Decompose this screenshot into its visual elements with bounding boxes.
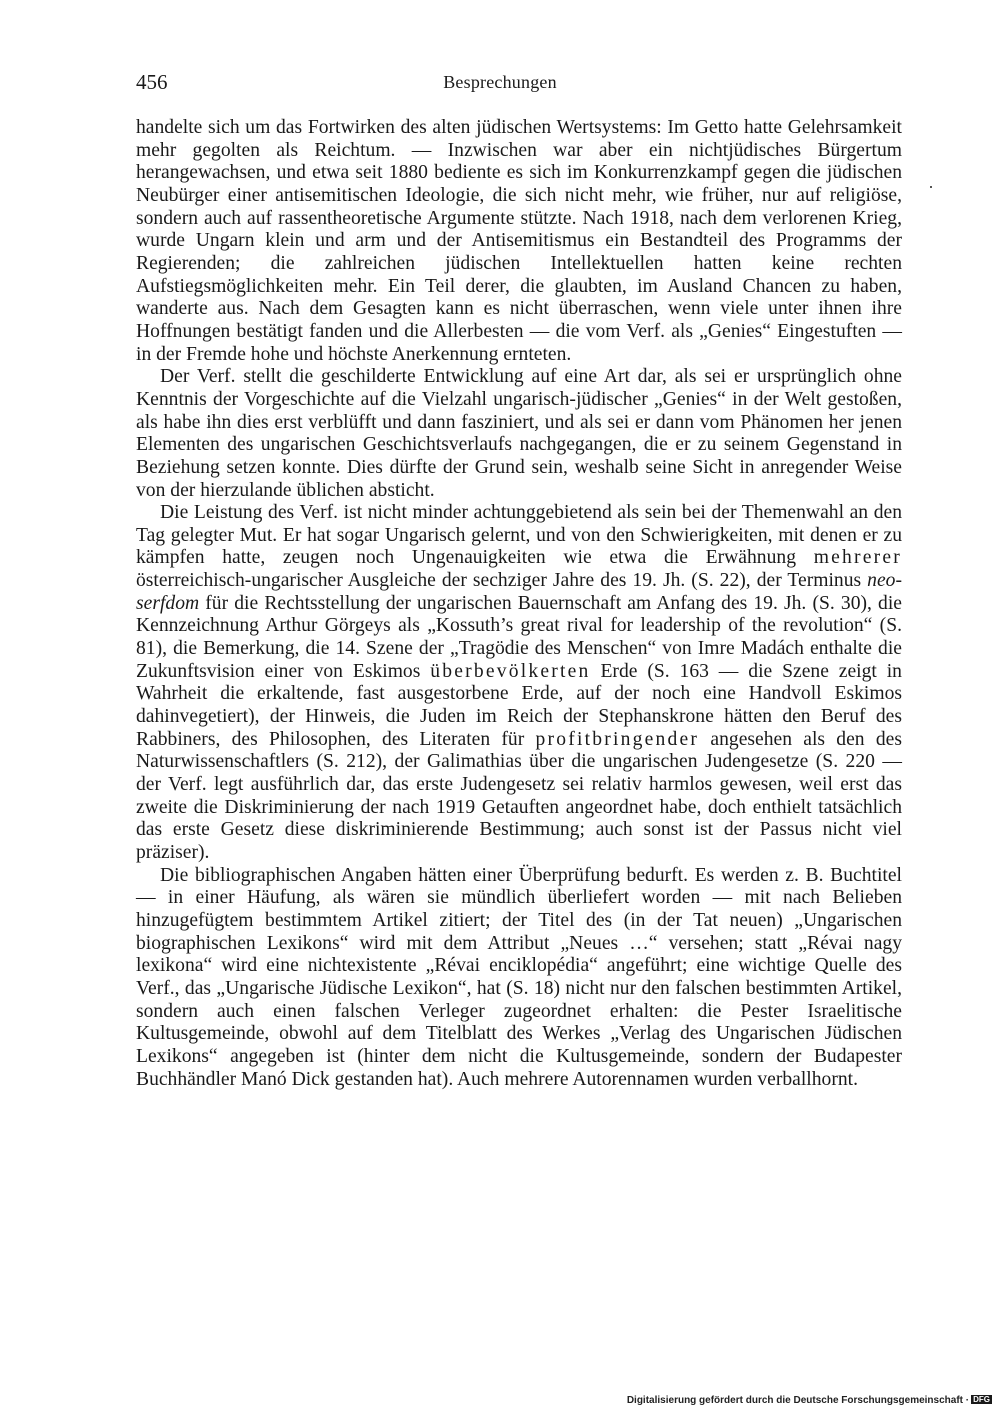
paragraph-3-text-e: für die Rechtsstellung der ungarischen Bauernschaft am Anfang des 19. Jh. (S. 30), die Kennzeichnung Arthur Görgeys als „Kossuth’s great rival for leadership of the revolution“ (S. 81), die Bemerkung, die 14. Szene der „Tragödie des Menschen“ von Imre Madách enthalte die Zukunftsvision einer von Eskimos — [136, 592, 902, 682]
paragraph-4-text: Die bibliographischen Angaben hätten einer Überprüfung bedurft. Es werden z. B. Buchtitel — in einer Häufung, als wären sie mündlich überliefert worden — mit nach Belieben hinzugefügtem bestimmtem Artikel zitiert; der Titel des (in der Tat neuen) „Ungarischen biographischen Lexikons“ wird mit dem Attribut „Neues …“ versehen; statt „Révai nagy lexikona“ wird eine nichtexistente „Révai enciklopédia“ angeführt; eine wichtige Quelle des Verf., das „Ungarische Jüdische Lexikon“, hat (S. 18) nicht nur den falschen bestimmten Artikel, sondern auch einen falschen Verleger zugeordnet erhalten: die Pester Israelitische Kultusgemeinde, obwohl auf dem Titelblatt des Werkes „Verlag des Ungarischen Jüdischen Lexikons“ angegeben ist (hinter dem nicht die Kultusgemeinde, sondern der Budapester Buchhändler Manó Dick gestanden hat). Auch mehrere Autorennamen wurden verballhornt. — [136, 864, 902, 1090]
emphasis-mehrerer: mehrerer — [813, 547, 903, 569]
footer-credit-text: Digitalisierung gefördert durch die Deutsche Forschungsgemeinschaft · — [626, 1395, 970, 1406]
dfg-logo: DFG — [973, 1395, 990, 1404]
emphasis-ueberbevoelkerten: überbevölkerten — [430, 660, 591, 682]
paragraph-1 — [136, 117, 902, 366]
running-head: Besprechungen — [443, 72, 557, 92]
page-number: 456 — [136, 70, 168, 94]
review-body-text — [136, 117, 902, 1091]
paragraph-3-text-c: österreichisch-ungarischer Ausgleiche der sechziger Jahre des 19. Jh. (S. 22), der Terminus — [136, 570, 862, 592]
paragraph-3 — [136, 502, 902, 865]
paragraph-4 — [136, 865, 902, 1092]
footer-credit — [627, 1395, 992, 1406]
term-neo-serfdom: neo-serfdom — [136, 570, 902, 614]
paragraph-1-text: handelte sich um das Fortwirken des alten jüdischen Wertsystems: Im Getto hatte Gelehrsamkeit mehr gegolten als Reichtum. — Inzwischen war aber ein nichtjüdisches Bürgertum herangewachsen, und etwa seit 1880 bediente es sich im Konkurrenzkampf gegen die jüdischen Neubürger einer antisemitischen Ideologie, die sich nicht mehr, wie früher, nur auf religiöse, sondern auch auf rassentheoretische Argumente stützte. Nach 1918, nach dem verlorenen Krieg, wurde Ungarn klein und arm und der Antisemitismus ein Bestandteil des Programms der Regierenden; die zahlreichen jüdischen Intellektuellen hatten keine rechten Aufstiegsmöglichkeiten mehr. Ein Teil derer, die glaubten, im Ausland Chancen zu haben, wanderte aus. Nach dem Gesagten kann es nicht überraschen, wenn viele unter ihnen ihre Hoffnungen bestätigt fanden und die Allerbesten — die vom Verf. als „Genies“ Eingestuften — in der Fremde hohe und höchste Anerkennung ernteten. — [136, 117, 902, 365]
emphasis-profitbringender: profitbringender — [535, 728, 700, 750]
stray-mark — [930, 186, 932, 188]
paragraph-2-text: Der Verf. stellt die geschilderte Entwicklung auf eine Art dar, als sei er ursprünglich ohne Kenntnis der Vorgeschichte auf die Vielzahl ungarisch-jüdischer „Genies“ in der Welt gestoßen, als habe ihn dies erst verblüfft und dann fasziniert, und als sei er dann vom Phänomen her jenen Elementen des ungarischen Geschichtsverlaufs nachgegangen, die er zu seinem Gegenstand in Beziehung setzen konnte. Dies dürfte der Grund sein, weshalb seine Sicht in anregender Weise von der hierzulande üblichen absticht. — [136, 366, 902, 501]
paragraph-3-text-a: Die Leistung des Verf. ist nicht minder achtunggebietend als sein bei der Themenwahl an den Tag gelegter Mut. Er hat sogar Ungarisch gelernt, und von den Schwierigkeiten, mit denen er zu kämpfen hatte, zeugen noch Ungenauigkeiten wie etwa die Erwähnung — [136, 502, 902, 569]
paragraph-3-text-i: angesehen als den des Naturwissenschaftlers (S. 212), der Galimathias über die ungarischen Judengesetze (S. 220 — der Verf. legt ausführlich dar, das erste Judengesetz sei relativ harmlos gewesen, weil erst das zweite die Diskriminierung der nach 1919 Getauften angeordnet habe, doch enthielt tatsächlich das erste Gesetz diese diskriminierende Bestimmung; auch sonst ist der Passus nicht viel präziser). — [136, 728, 902, 863]
paragraph-3-text-g: Erde (S. 163 — die Szene zeigt in Wahrheit die erkaltende, fast ausgestorbene Erde, auf der noch eine Handvoll Eskimos dahinvegetiert), der Hinweis, die Juden im Reich der Stephanskrone hätten den Beruf des Rabbiners, des Philosophen, des Literaten für — [136, 660, 902, 750]
paragraph-2 — [136, 366, 902, 502]
